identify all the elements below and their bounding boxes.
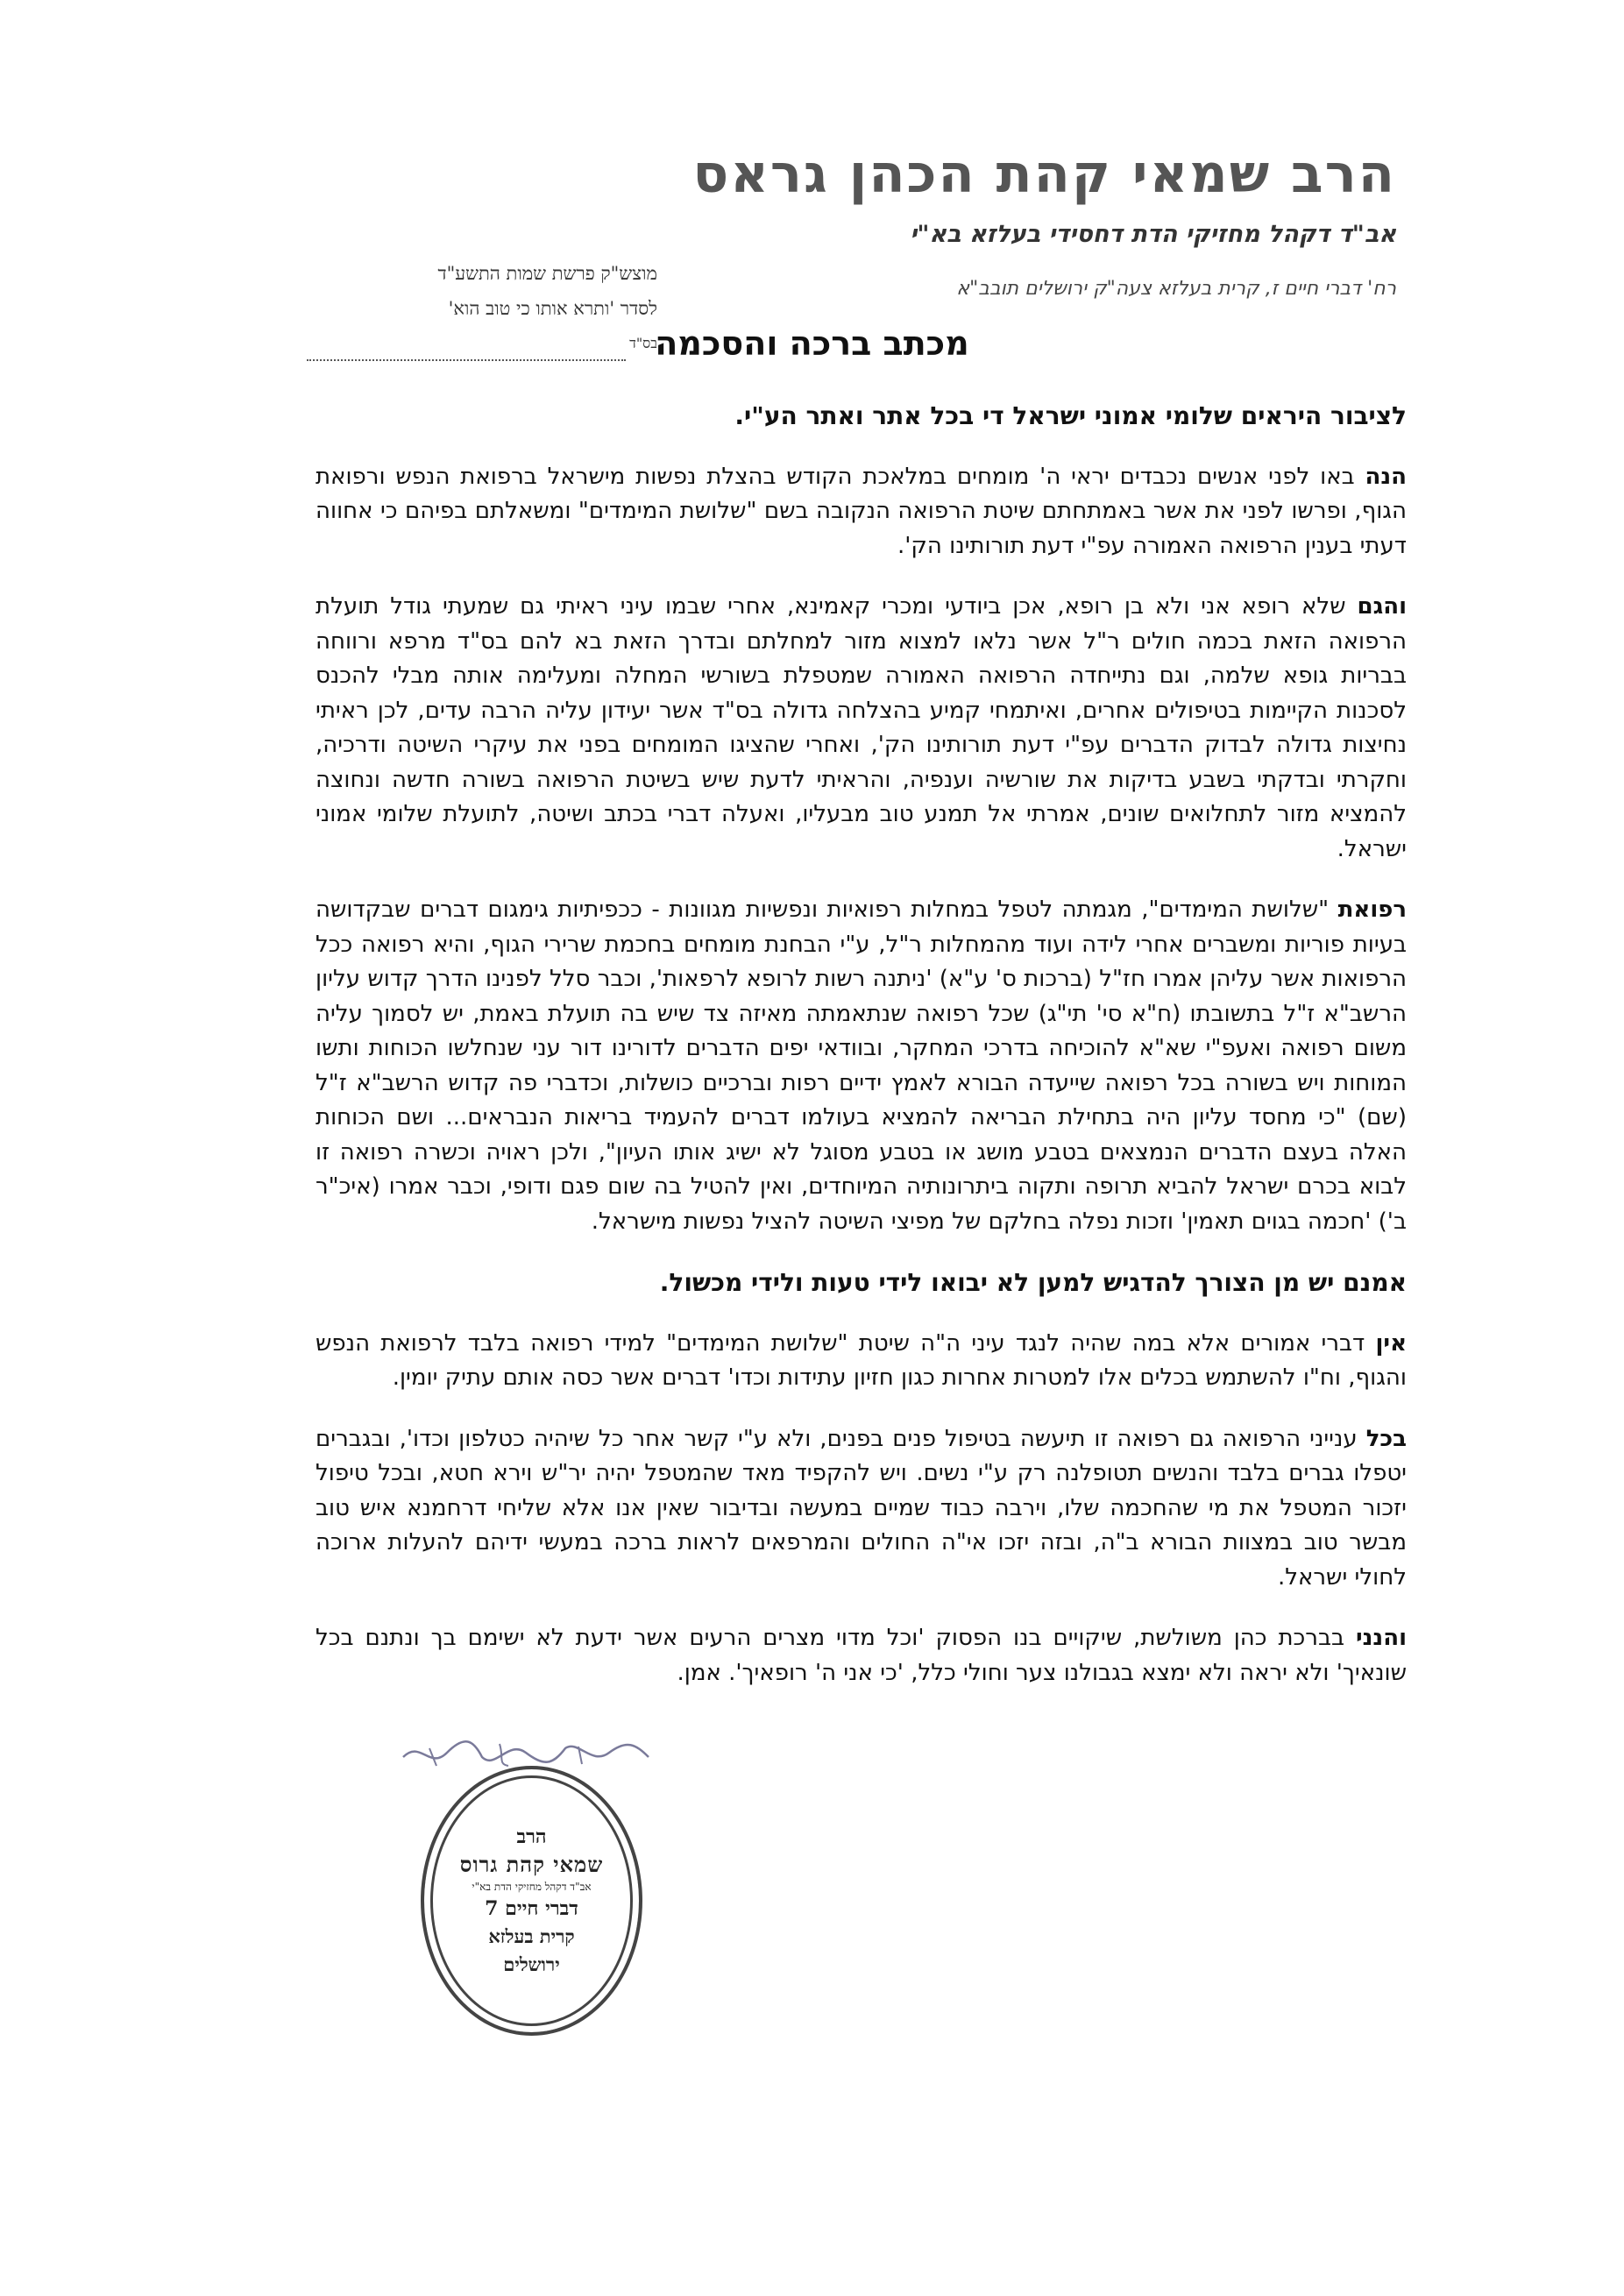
seal-line-6: ירושלים — [503, 1953, 560, 1975]
rabbi-name: הרב שמאי קהת הכהן גראס — [692, 144, 1396, 205]
paragraph-text: בברכת כהן משולשת, שיקויים בנו הפסוק 'וכל מדוי מצרים הרעים אשר ידעת לא ישימם בך ונתנם בכל שונאיך' ולא יראה ולא ימצא בגבולנו צער וחולי כלל, 'כי אני ה' רופאיך'. אמן. — [316, 1625, 1407, 1686]
paragraph-text: שלא רופא אני ולא בן רופא, אכן ביודעי ומכרי קאמינא, אחרי שבמו עיני ראיתי גם שמעתי גודל תועלת הרפואה הזאת בכמה חולים ר"ל אשר נלאו למצוא מזור למחלתם ובדרך הזאת בא להם בס"ד מרפא ורווחה בבריות גופא שלמה, וגם נתייחדה הרפואה האמורה שמטפלת בשורשי המחלה ומעלימה אותה מבלי להכנס לסכנות הקיימות בטיפולים אחרים, ואיתמחי קמיע בהצלחה גדולה בס"ד אשר יעידון עליה הרבה עדים, לכן ראיתי נחיצות גדולה לבדוק הדברים עפ"י דעת תורותינו הק', ואחרי שהציגו המומחים בפני את עיקרי השיטה ודרכיה, וחקרתי ובדקתי בשבע בדיקות את שורשיה וענפיה, והראיתי לדעת שיש בשיטת הרפואה בשורה חדשה ונחוצה להמציא מזור לתחלואים שונים, אמרתי אל תמנע טוב מבעליו, ואעלה דברי בכתב ושיטה, לתועלת שלומי אמוני ישראל. — [316, 593, 1407, 862]
letterhead — [607, 140, 1396, 300]
date-line-2: לסדר 'ותרא אותו כי טוב הוא' — [448, 298, 657, 319]
seal-line-4: דברי חיים 7 — [485, 1897, 578, 1920]
bs-label: בס"ד — [629, 335, 657, 351]
paragraph — [316, 460, 1407, 564]
letter-body — [316, 399, 1407, 1717]
paragraph-text: ענייני הרפואה גם רפואה זו תיעשה בטיפול פנים בפנים, ולא ע"י קשר אחר כל שיהיה כטלפון וכדו', ובגברים יטפלו גברים בלבד והנשים תטופלנה רק ע"י נשים. ויש להקפיד מאד שהמטפל יהיה יר"ש וירא חטא, ובכל טיפול יזכור המטפל את מי שהחכמה שלו, וירבה כבוד שמיים במעשה ובדיבור שאין אנו אלא שליחי דרחמנא איש טוב מבשר טוב במצוות הבורא ב"ה, ובזה יזכו אי"ה החולים והמרפאים לראות ברכה במעשי ידיהם להעלות ארוכה לחולי ישראל. — [316, 1425, 1407, 1591]
rabbi-seal — [421, 1766, 642, 2036]
paragraph — [316, 1621, 1407, 1690]
paragraph-lead: אין — [1375, 1329, 1407, 1357]
emphasis-line — [316, 1265, 1407, 1300]
letter-title: מכתב ברכה והסכמה — [655, 324, 969, 363]
seal-line-5: קרית בעלזא — [488, 1925, 575, 1947]
paragraph — [316, 590, 1407, 867]
paragraph-text: אמנם יש מן הצורך להדגיש למען לא יבואו לידי טעות ולידי מכשול. — [659, 1268, 1407, 1297]
paragraph-text: באו לפני אנשים נכבדים יראי ה' מומחים במלאכת הקודש בהצלת נפשות מישראל ברפואת הנפש ורפואת הגוף, ופרשו לפני את אשר באמתחתם שיטת הרפואה הנקובה בשם "שלושת המימדים" ומשאלתם בפיהם כי אחווה דעתי בענין הרפואה האמורה עפ"י דעת תורותינו הק'. — [316, 463, 1407, 559]
paragraph-lead: רפואת — [1337, 896, 1407, 923]
rabbi-title: אב"ד דקהל מחזיקי הדת דחסידי בעלזא בא"י — [910, 221, 1396, 248]
paragraph-text: "שלושת המימדים", מגמתה לטפל במחלות רפואיות ונפשיות מגוונות - ככפיתיות גימגום דברים שבקדושה בעיות פוריות ומשברים אחרי לידה ועוד מהמחלות ר"ל, ע"י הבחנת מומחים בחכמת שרירי הגוף, והיא רפואה ככל הרפואות אשר עליהן אמרו חז"ל (ברכות ס' ע"א) 'ניתנה רשות לרופא לרפאות', וכבר סלל לפנינו הדרך קדוש עליון הרשב"א ז"ל בתשובתו (ח"א סי' תי"ג) שכל רפואה שנתאמתה מאיזה צד שיש בה תועלת באמת, יש לסמוך עליה משום רפואה ואעפ"י שא"א להוכיחה בדרכי המחקר, ובוודאי יפים הדברים לדורינו דור עני שנחלשו הכוחות ותשו המוחות ויש בשורה בכל רפואה שייעדה הבורא לאמץ ידיים רפות וברכיים כושלות, וכדברי פה קדוש הרשב"א ז"ל (שם) "כי מחסד עליון היה בתחילת הבריאה להמציא בעולמו דברים להעמיד בריאות הנבראים... ושם הכוחות האלה בעצם הדברים הנמצאים בטבע מושג או בטבע מסוגל לא ישיג אותו העיון", ולכן ראויה וכשרה רפואה זו לבוא בכרם ישראל להביא תרופה ותקוה ביתרונותיה המיוחדים, ואין להטיל בה שום פגם ודופי, וכבר אמרו (איכ"ר ב') 'חכמה בגוים תאמין' וזכות נפלה בחלקם של מפיצי השיטה להציל נפשות מישראל. — [316, 896, 1407, 1235]
seal-line-1: הרב — [516, 1825, 547, 1848]
paragraph — [316, 1327, 1407, 1396]
date-line-1: מוצש"ק פרשת שמות התשע"ד — [437, 263, 657, 284]
seal-line-2: שמאי קהת גרוס — [459, 1852, 604, 1877]
paragraph-lead: והגם — [1357, 593, 1407, 620]
paragraph-lead: בכל — [1365, 1425, 1407, 1452]
greeting: לציבור היראים שלומי אמוני ישראל די בכל אתר ואתר הע"י. — [734, 401, 1407, 430]
rabbi-address: רח' דברי חיים ז, קרית בעלזא צעה"ק ירושלים תובב"א — [956, 278, 1396, 300]
seal-line-3: אב"ד דקהל מחזיקי הדת בא"י — [472, 1881, 592, 1893]
paragraph — [316, 1422, 1407, 1596]
paragraph — [316, 893, 1407, 1239]
paragraph-lead: והנני — [1355, 1625, 1407, 1651]
paragraph-text: דברי אמורים אלא במה שהיה לנגד עיני ה"ה שיטת "שלושת המימדים" למידי רפואה בלבד לרפואת הנפש והגוף, וח"ו להשתמש בכלים אלו למטרות אחרות כגון חזיון עתידות וכדו' דברים אשר כסה אותם עתיק יומין. — [316, 1329, 1407, 1391]
paragraph-lead: הנה — [1365, 463, 1407, 490]
signature-area — [394, 1722, 745, 2073]
